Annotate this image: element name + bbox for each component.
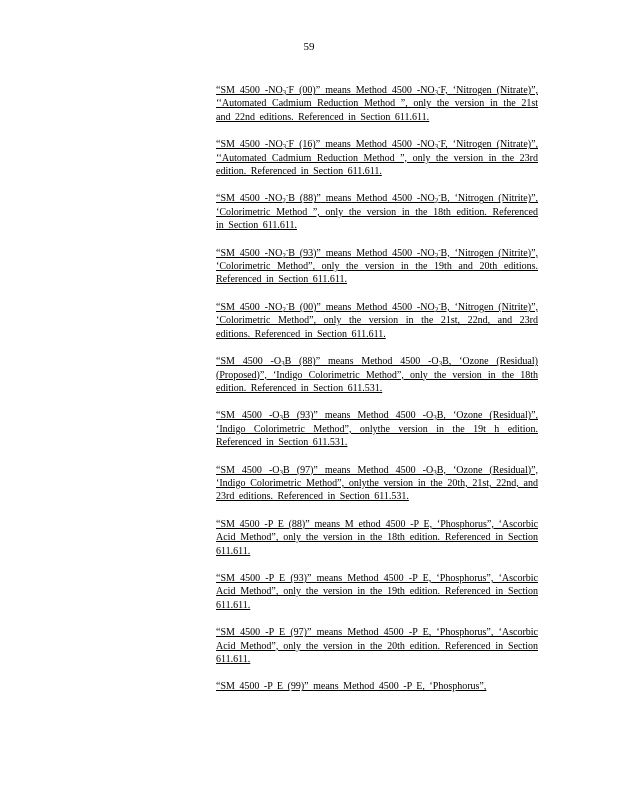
method-text: Method 4500 -NO [356, 193, 435, 205]
method-code [216, 681, 309, 692]
method-reference [356, 299, 450, 314]
method-subscript: 2 [434, 305, 439, 314]
code-text: “SM 4500 -NO [216, 193, 283, 205]
definition-entry [216, 301, 538, 341]
definition-entry [216, 464, 538, 504]
method-reference [357, 465, 445, 476]
code-text: “SM 4500 -NO [216, 301, 283, 313]
method-code [216, 139, 320, 150]
method-subscript: 3 [434, 143, 439, 152]
method-text: B, [442, 356, 452, 368]
code-text: B (88)” [288, 193, 321, 205]
method-subscript: 3 [433, 414, 437, 423]
means-word: means [313, 681, 339, 693]
code-superscript: - [285, 299, 289, 308]
code-subscript: 3 [279, 414, 284, 423]
means-word: means [325, 85, 351, 96]
method-text: Method 4500 -P E, [347, 572, 432, 584]
method-reference [356, 85, 448, 96]
method-superscript: - [438, 191, 441, 200]
method-text: Method 4500 -O [357, 464, 434, 476]
method-code [216, 193, 321, 204]
code-subscript: 3 [282, 143, 287, 152]
code-subscript: 3 [282, 89, 287, 97]
method-reference [356, 245, 450, 260]
definitions-list [216, 84, 538, 708]
method-subscript: 2 [434, 197, 439, 206]
method-text: B, [436, 464, 446, 476]
definition-body: ‘Nitrogen (Nitrate)”, ‘‘Automated Cadmium Reduction Method ”, only the version in the 23rd edition. Referenced in Section 611.611. [216, 139, 539, 178]
definition-body: ‘Nitrogen (Nitrite)”, ‘Colorimetric Method”, only the version in the 21st, 22nd, and 23rd editions. Referenced in Section 611.611. [216, 301, 539, 340]
definition-entry [216, 626, 538, 666]
means-word: means [325, 193, 352, 205]
definition-entry [216, 572, 538, 612]
definition-body: ‘Phosphorus”, [429, 681, 487, 693]
method-text: Method 4500 -P E, [347, 627, 432, 639]
code-text: B (93)” [288, 247, 321, 259]
means-word: means [314, 518, 341, 530]
method-text: Method 4500 -NO [355, 85, 435, 96]
method-text: M ethod 4500 -P E, [344, 518, 433, 530]
code-superscript: - [285, 245, 289, 254]
definition-body: ‘Nitrogen (Nitrite)”, ‘Colorimetric Method ”, only the version in the 18th edition. Referenced in Section 611.611. [216, 193, 539, 232]
definition-body: ‘Nitrogen (Nitrate)”, ‘‘Automated Cadmium Reduction Method ”, only the version in the 21st and 22nd editions. Referenced in Section 611.611. [216, 85, 539, 123]
code-subscript: 2 [282, 197, 286, 206]
method-reference [343, 681, 425, 692]
code-subscript: 3 [281, 360, 285, 369]
method-code [216, 465, 318, 476]
method-superscript: - [438, 83, 441, 91]
method-reference [347, 573, 431, 584]
code-text: F (00)” [288, 85, 321, 96]
definition-entry [216, 680, 538, 693]
code-text: “SM 4500 -P E (97)” [216, 627, 312, 639]
method-reference [361, 356, 451, 367]
code-text: B (00)” [288, 301, 321, 313]
code-text: “SM 4500 -O [216, 356, 282, 368]
method-subscript: 3 [434, 89, 439, 97]
means-word: means [316, 572, 343, 584]
method-text: B, [436, 410, 446, 422]
code-text: “SM 4500 -P E (99)” [216, 681, 309, 693]
means-word: means [325, 247, 352, 259]
code-subscript: 2 [282, 251, 286, 260]
means-word: means [327, 356, 354, 368]
definition-entry [216, 518, 538, 558]
method-superscript: - [438, 299, 441, 308]
means-word: means [324, 464, 351, 476]
method-superscript: - [438, 137, 441, 146]
code-text: B (93)” [283, 410, 318, 422]
method-reference [347, 627, 431, 638]
method-code [216, 245, 321, 260]
method-reference [345, 519, 432, 530]
code-superscript: - [285, 191, 289, 200]
code-text: “SM 4500 -NO [216, 85, 283, 96]
definition-entry [216, 355, 538, 395]
definition-body: ‘Ozone (Residual)”, ‘Indigo Colorimetric Method”, onlythe version in the 19t h edition. Referenced in Section 611.531. [216, 410, 539, 449]
code-superscript: - [286, 137, 289, 146]
method-text: B, [440, 301, 450, 313]
means-word: means [325, 301, 352, 313]
means-word: means [316, 627, 343, 639]
code-text: “SM 4500 -P E (88)” [216, 518, 310, 530]
page-number: 59 [303, 41, 315, 53]
code-text: B (97)” [283, 464, 318, 476]
method-code [216, 519, 310, 530]
method-subscript: 3 [433, 468, 437, 477]
method-text: Method 4500 -NO [356, 247, 435, 259]
code-subscript: 3 [279, 468, 284, 477]
method-code [216, 356, 320, 367]
method-text: Method 4500 -O [357, 410, 434, 422]
definition-body: ‘Ozone (Residual) (Proposed)”, ‘Indigo Colorimetric Method”, only the version in the 18th edition. Referenced in Section 611.531. [216, 356, 538, 394]
method-text: F, [440, 85, 448, 96]
method-text: Method 4500 -NO [355, 139, 435, 151]
method-text: F, [440, 139, 448, 151]
code-text: F (16)” [288, 139, 321, 151]
code-superscript: - [286, 83, 289, 91]
method-code [216, 573, 311, 584]
definition-body: ‘Phosphorus”, ‘Ascorbic Acid Method”, only the version in the 19th edition. Referenced in Section 611.611. [216, 572, 538, 611]
method-text: Method 4500 -O [361, 356, 439, 368]
method-subscript: 2 [434, 251, 439, 260]
method-subscript: 3 [438, 360, 443, 369]
definition-entry [216, 409, 538, 449]
code-subscript: 2 [282, 305, 286, 314]
definition-body: ‘Phosphorus”, ‘Ascorbic Acid Method”, only the version in the 18th edition. Referenced in Section 611.611. [216, 518, 539, 557]
definition-entry [216, 84, 538, 124]
method-code [216, 627, 311, 638]
method-code [216, 85, 320, 96]
method-superscript: - [438, 245, 441, 254]
method-reference [357, 410, 445, 421]
method-text: B, [440, 247, 450, 259]
definition-body: ‘Phosphorus”, ‘Ascorbic Acid Method”, only the version in the 20th edition. Referenced in Section 611.611. [216, 627, 538, 665]
definition-body: ‘Ozone (Residual)”, ‘Indigo Colorimetric Method”, onlythe version in the 20th, 21st, 22nd, and 23rd editions. Referenced in Section 611.531. [216, 464, 539, 503]
code-text: B (88)” [284, 356, 321, 368]
method-reference [356, 193, 450, 204]
means-word: means [324, 410, 351, 422]
method-text: Method 4500 -NO [356, 301, 435, 313]
method-reference [356, 139, 448, 150]
code-text: “SM 4500 -P E (93)” [216, 572, 312, 584]
definition-entry [216, 247, 538, 287]
code-text: “SM 4500 -O [216, 464, 280, 476]
code-text: “SM 4500 -O [216, 410, 280, 422]
code-text: “SM 4500 -NO [216, 139, 283, 151]
method-code [216, 299, 321, 314]
definition-entry [216, 192, 538, 232]
definition-entry [216, 138, 538, 178]
method-text: Method 4500 -P E, [343, 681, 425, 693]
means-word: means [325, 139, 351, 151]
method-code [216, 410, 318, 421]
code-text: “SM 4500 -NO [216, 247, 283, 259]
definition-body: ‘Nitrogen (Nitrite)”, ‘Colorimetric Method”, only the version in the 19th and 20th editions. Referenced in Section 611.611. [216, 247, 539, 286]
method-text: B, [440, 193, 450, 205]
